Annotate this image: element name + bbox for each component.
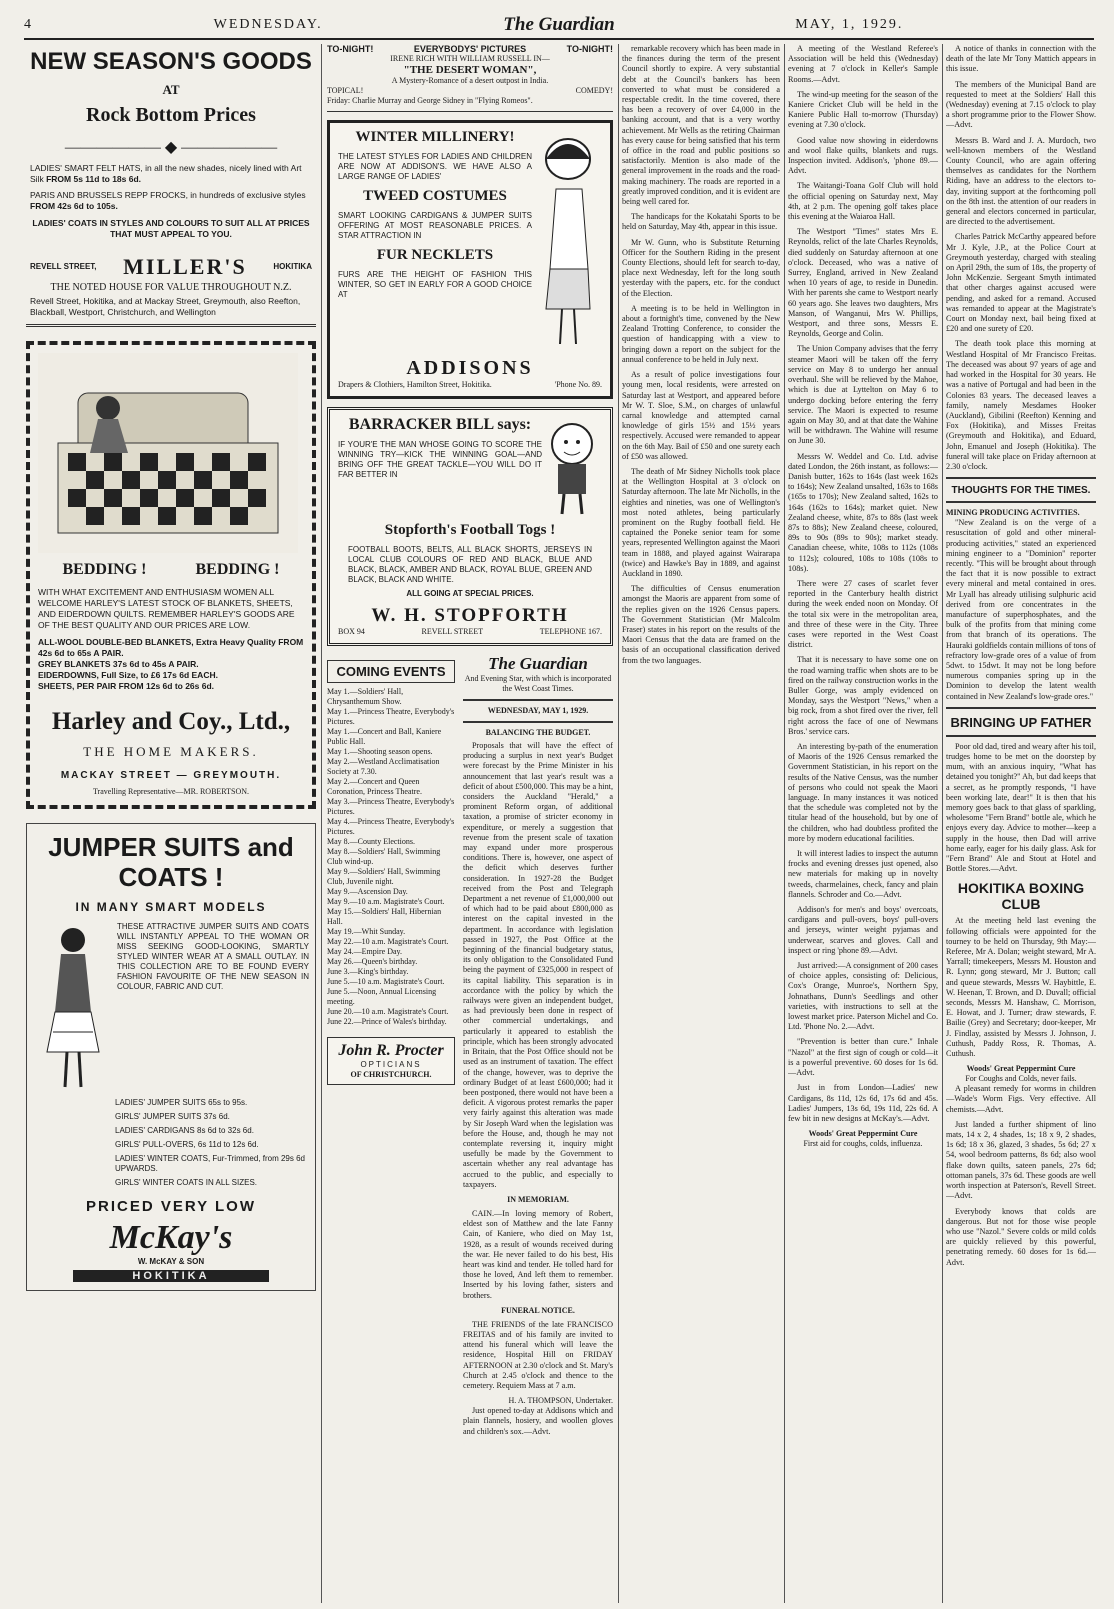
bedding-illustration (38, 353, 304, 553)
pictures-ad (327, 44, 613, 112)
mckays-body: THESE ATTRACTIVE JUMPER SUITS AND COATS WILL INSTANTLY APPEAL TO THE WOMAN OR MISS SEEKING GOOD-LOOKING, SMARTLY STYLED WINTER WEAR AT A SMALL OUTLAY. IN THIS COLLECTION ARE TO BE FOUND EVERY FASHION FAVOURITE OF THE NEW SEASON IN COLOUR, FABRIC AND CUT. (117, 922, 309, 991)
column-5 (946, 44, 1096, 1603)
event-item: May 1.—Soldiers' Hall, Chrysanthemum Show. (327, 687, 404, 706)
column-2 (327, 44, 613, 1603)
addisons-top (338, 129, 602, 349)
funeral-body: THE FRIENDS of the late FRANCISCO FREITAS and of his family are invited to attend his funeral which will leave the residence, Hospital Hill on FRIDAY AFTERNOON at 2.30 o'clock and St. Mary's Church at 2.45 o'clock and thence to the cemetery. Requiem Mass at 7 a.m. (463, 1319, 613, 1390)
pictures-desc: A Mystery-Romance of a desert outpost in India. (391, 76, 549, 85)
mckays-ad (26, 823, 316, 1291)
stopforth-p2: FOOTBALL BOOTS, BELTS, ALL BLACK SHORTS, JERSEYS IN LOCAL CLUB COLOURS OF RED AND BLACK, BLUE AND BLACK, BLACK, AMBER AND BLACK, ROYAL BLUE, GREEN AND BLACK, BLACK AND WHITE. (348, 545, 592, 584)
pictures-stars: IRENE RICH WITH WILLIAM RUSSELL IN— (390, 54, 550, 63)
column-rule (784, 44, 785, 1603)
mckays-prices: LADIES' JUMPER SUITS 65s to 95s. GIRLS' JUMPER SUITS 37s 6d. LADIES' CARDIGANS 8s 6d to 32s 6d. GIRLS' PULL-OVERS, 6s 11d to 12s 6d. LADIES' WINTER COATS, Fur-Trimmed, from 29s 6d UPWARDS. GIRLS' WINTER COATS IN ALL SIZES. (115, 1098, 305, 1187)
millers-headline: NEW SEASON'S GOODS (30, 48, 312, 75)
news-paragraph: Just landed a further shipment of lino mats, 14 x 2, 4 shades, 1s; 18 x 9, 2 shades, 1s 6d; 18 x 36, glazed, 3 shades, 5s 6d; 27 x 54, wool bedroom patterns, 8s 6d; also wool flake down quilts, sateen panels, 27s 6d; ottoman panels, 37s 6d. These goods are well worth inspection at Paterson's, Revell Street.—Advt. (946, 1119, 1096, 1201)
news-paragraph: The Union Company advises that the ferry steamer Maori will be taken off the ferry service on May 8 to undergo her annual overhaul. She will be relieved by the Mahoe, which is due at Lyttelton on May 6 to undergo docking before entering the ferry service. The Maori is expected to resume again on May 30, and at that date the Wahine will be withdrawn. The Wahine will resume on June 30. (788, 344, 938, 446)
event-item: May 19.—Whit Sunday. (327, 927, 406, 936)
millers-name: MILLER'S (123, 254, 247, 279)
millers-right-tag: HOKITIKA (273, 262, 312, 271)
column-3 (622, 44, 780, 1603)
event-item: June 5.—10 a.m. Magistrate's Court. (327, 977, 445, 986)
bedding-heading: BEDDING ! BEDDING ! (62, 561, 280, 578)
pictures-top-line: TO-NIGHT! EVERYBODYS' PICTURES TO-NIGHT! (327, 44, 613, 54)
column-rule (942, 44, 943, 1603)
procter-city: OF CHRISTCHURCH. (350, 1070, 432, 1079)
procter-sub: OPTICIANS (360, 1060, 422, 1069)
event-item: May 26.—Queen's birthday. (327, 957, 418, 966)
cure-text: First aid for coughs, colds, influenza. (803, 1139, 923, 1149)
news-paragraph: Messrs W. Weddel and Co. Ltd. advise dated London, the 26th instant, as follows:—Danish butter, 162s to 164s (last week 162s to 164s); New Zealand unsalted, 163s to 168s (165s to 170s); New Zealand salted, 162s to 164s (162s to 164s); market quiet. New Zealand cheese, white, 87s to 88s (last week 87s to 88s); New Zealand cheese, coloured, 89s to 90s (89s to 90s); market steady. Canadian cheese, white, 108s to 112s (108s to 112s); coloured, 108s to 108s (108s to 108s). (788, 451, 938, 573)
boxing-body: At the meeting held last evening the following officials were appointed for the tourney to be held on Thursday, 9th May:—Referee, Mr A. Dolan; weight steward, Mr A. Yarrall; timekeepers, Messrs M. Houston and R. Lynn; gong steward, Mr J. Button; call and queue stewards, Messrs W. Haybittle, E. W. Heenan, T. Brown, and D. Duvall; official seconds, Messrs M. Hanshaw, C. Morrison, E. Howat, and J. Turner; draw stewards, F. Bailie (Grey) and Secretary; door-keeper, Mr J. Findlay, assisted by Messrs J. Johnson, J. Cuthush, Paddy Ross, R. Thomas, A. Cuthush. (946, 916, 1096, 1059)
stopforth-special: ALL GOING AT SPECIAL PRICES. (406, 589, 534, 598)
news-paragraph: That it is necessary to have some one on the road warning traffic when shots are to be fired on the railway construction works in the Buller Gorge, was amply evidenced on Monday, says the Westport "News," when a big rock, from a shot fired over the river, fell right across the face of one of Newmans Bros.' service cars. (788, 655, 938, 736)
addisons-footer: Drapers & Clothiers, Hamilton Street, Hokitika. 'Phone No. 89. (338, 380, 602, 389)
event-item: May 15.—Soldiers' Hall, Hibernian Hall. (327, 907, 442, 926)
event-item: May 8.—County Elections. (327, 837, 415, 846)
event-item: May 9.—10 a.m. Magistrate's Court. (327, 897, 445, 906)
stopforth-name: W. H. STOPFORTH (371, 605, 569, 626)
stopforth-footer: BOX 94 REVELL STREET TELEPHONE 167. (338, 627, 602, 636)
page-header (24, 12, 1094, 38)
millers-left-tag: REVELL STREET, (30, 262, 97, 271)
column-rule (618, 44, 619, 1603)
mckays-body-row (33, 922, 309, 1092)
millers-at: AT (162, 82, 180, 97)
event-item: May 4.—Princess Theatre, Everybody's Pictures. (327, 817, 455, 836)
funeral-undertaker: H. A. THOMPSON, Undertaker. (508, 1396, 613, 1406)
addisons-name: ADDISONS (406, 357, 534, 379)
funeral-title: FUNERAL NOTICE. (501, 1305, 575, 1315)
millinery-illustration (532, 129, 602, 349)
event-item: May 9.—Ascension Day. (327, 887, 408, 896)
addisons-note: Just opened to-day at Addisons which and plain flannels, hosiery, and woollen gloves and children's sox.—Advt. (463, 1406, 613, 1436)
millers-tagline: THE NOTED HOUSE FOR VALUE THROUGHOUT N.Z. (50, 282, 292, 293)
header-masthead: The Guardian (503, 14, 615, 35)
news-paragraph: Everybody knows that colds are dangerous. But not for those wise people who use "Nazol." Severe colds or mild colds are quickly relieved by this powerful, penetrating remedy. 60 doses for 1s 6d.—Advt. (946, 1206, 1096, 1267)
addisons-p3: FURS ARE THE HEIGHT OF FASHION THIS WINTER, SO GET IN EARLY FOR A GOOD CHOICE AT (338, 270, 532, 299)
stopforth-title: BARRACKER BILL says: (348, 416, 532, 433)
event-item: June 5.—Noon, Annual Licensing meeting. (327, 987, 437, 1006)
mckays-headline-2: COATS ! (118, 862, 224, 892)
mckays-headline-1: JUMPER SUITS and (48, 832, 294, 862)
event-item: May 1.—Concert and Ball, Kaniere Public Hall. (327, 727, 442, 746)
news-paragraph: A pleasant remedy for worms in children—Wade's Worm Figs. Very effective. All chemists.—Advt. (946, 1084, 1096, 1114)
thoughts-title: THOUGHTS FOR THE TIMES. (951, 485, 1091, 497)
mining-body: "New Zealand is on the verge of a resuscitation of gold and other mineral-producing activities," stated an experienced mining engineer to a "Dominion" reporter recently. "This will be brought about through the fact that it is now possible to extract every mineral and metal contained in ores. Mr Lyall has already utilising sulphuric acid derived from ore concentrates in the manufacture of superphosphates, and the bulk of the profits from that mining come from that branch of its operations. The Hauraki goldfields contain millions of tons of refractory low-grade ores of a value of from 5dwt. to 15dwt. It may not be long before numerous companies spring up in the Dominion to develop the latent wealth contained in New Zealand's low-grade ores." (946, 518, 1096, 701)
news-paragraph: The members of the Municipal Band are requested to meet at the Soldiers' Hall this (Wednesday) evening at 7.15 o'clock to play a short programme prior to the Flower Show.—Advt. (946, 79, 1096, 130)
event-item: May 2.—Westland Acclimatisation Society at 7.30. (327, 757, 440, 776)
col2-lower (327, 654, 613, 1442)
addisons-p2: SMART LOOKING CARDIGANS & JUMPER SUITS OFFERING AT MOST REASONABLE PRICES. A STAR ATTRACTION IN (338, 211, 532, 240)
event-item: June 3.—King's birthday. (327, 967, 409, 976)
cure-title: Woods' Great Peppermint Cure (966, 1064, 1076, 1074)
millers-item-2: PARIS AND BRUSSELS REPP FROCKS, in hundreds of exclusive styles FROM 42s 6d to 105s. (30, 190, 306, 211)
harley-tagline: THE HOME MAKERS. (83, 744, 259, 759)
news-paragraph: Charles Patrick McCarthy appeared before Mr J. Kyle, J.P., at the Police Court at Greymouth yesterday, charged with stealing on April 29th, the sum of 18s, the property of John McKenzie. Sergeant Smyth intimated that other charges against accused were pending, and asked for a remand. Accused was remanded to appear at the Magistrate's Court on Monday next, bail being fixed at £20 and one surety of £20. (946, 232, 1096, 334)
news-paragraph: The Westport "Times" states Mrs E. Reynolds, relict of the late Charles Reynolds, died suddenly on Saturday afternoon at one o'clock. Deceased, who was a native of Surrey, England, arrived in New Zealand when 10 years of age, to reside in Dunedin. With her parents she came to Westport nearly 60 years ago. She leaves two daughters, Mrs Manson, of Wanganui, Mrs W. Phillips, Westport, and three sons, Messrs E. Reynolds, George and Colin. (788, 227, 938, 339)
cure-title: Woods' Great Peppermint Cure (808, 1129, 918, 1139)
addisons-ad (327, 120, 613, 399)
millers-name-row (30, 254, 312, 280)
news-paragraph: It will interest ladies to inspect the autumn frocks and evening dresses just opened, also new materials for making up in novelty tweeds, charmelaines, check, fancy and plain flannels. Schroder and Co.—Advt. (788, 849, 938, 899)
pictures-friday: Friday: Charlie Murray and George Sidney in "Flying Romeos". (327, 96, 533, 105)
news-paragraph: Just arrived:—A consignment of 200 cases of choice apples, consisting of: Delicious, Cox's Orange, Munroe's, Northern Spy, Johnathans, Dunn's Seedlings and other varieties, with instructions to sell at the lowest market price. Paterson Michel and Co. Ltd. 'Phone No. 2.—Advt. (788, 961, 938, 1032)
news-paragraph: Just in from London—Ladies' new Cardigans, 8s 11d, 12s 6d, 17s 6d and 45s. Ladies' Jumpers, 13s 6d, 19s 11d, 22s 6d. A few bit in new designs at McKay's.—Advt. (788, 1083, 938, 1123)
mckays-sub: IN MANY SMART MODELS (75, 900, 267, 914)
ornament-rule: —————— ◆ —————— (64, 139, 278, 156)
event-item: May 9.—Soldiers' Hall, Swimming Club, Juvenile night. (327, 867, 441, 886)
news-paragraph: remarkable recovery which has been made in the finances during the term of the present Council shortly to expire. A very substantial debt at the Council's bankers has been converted to what must be considered a respectable credit. In the time covered, there has been a recovery of over £4,000 in the banking account, and that is a very worthy achievement. Mr Wells as the retiring Chairman has every cause for being satisfied that his term of office in the road and public positions so satisfactorily. Mention is also made of the general improvement in the roads and the road-making machinery. The roads are reported in a greatly improved condition, and it is evident are being well cared for. (622, 44, 780, 207)
stopforth-togs: Stopforth's Football Togs ! (384, 522, 556, 538)
event-item: May 24.—Empire Day. (327, 947, 403, 956)
memoriam-title: IN MEMORIAM. (507, 1194, 569, 1204)
mining-title: MINING PRODUCING ACTIVITIES. (946, 508, 1080, 518)
news-paragraph: An interesting by-path of the enumeration of Maoris of the 1926 Census remarked the Government Statistician, in his report on the results of the Native Census, was the number of persons who could not speak the Maori language. In many instances it was noticed that the schedule was completed not by the titular head of the household, but by one of the children, who had doubtless profited the more by modern educational facilities. (788, 742, 938, 843)
news-paragraph: The death of Mr Sidney Nicholls took place at the Wellington Hospital at 3 o'clock on Saturday afternoon. The late Mr Nicholls, in the eighties and nineties, was one of Wellington's most noted athletes, being particularly prominent on the Rugby football field. He captained the Poneke senior team for some years, represented Wellington against the Maori team in 1888, and played against Wairarapa (twice) and Hawke's Bay in 1889, and against Auckland in 1890. (622, 466, 780, 578)
procter-name: John R. Procter (338, 1042, 444, 1059)
harley-body: WITH WHAT EXCITEMENT AND ENTHUSIASM WOMEN ALL WELCOME HARLEY'S LATEST STOCK OF BLANKETS, SHEETS, AND EIDERDOWN QUILTS. REMEMBER HARLEY'S GOODS ARE OF THE BEST QUALITY AND OUR PRICES ARE LOW. (38, 587, 295, 630)
memoriam-body: CAIN.—In loving memory of Robert, eldest son of Matthew and the late Fanny Cain, of Kaniere, who died on May 1st, 1928, as a result of wounds received during the war. He never failed to do his best, His heart was kind and tender. He tolled hard for those he loved, And left them to remember. Inserted by his loving father, sisters and brothers. (463, 1208, 613, 1300)
stopforth-ad (327, 407, 613, 646)
news-paragraph: A notice of thanks in connection with the death of the late Mr Tony Mattich appears in this issue. (946, 44, 1096, 74)
harley-rep: Travelling Representative—MR. ROBERTSON. (92, 787, 250, 796)
news-paragraph: As a result of police investigations four young men, local residents, were arrested on Saturday last at Westport, and appeared before Mr W. T. Sloe, S.M., on charges of unlawful carnal knowledge and attempted carnal knowledge of girls 15½ and 15½ years respectively. Accused were remanded to appear on the 6th May. Bail of £50 and one surety each of £50 was allowed. (622, 370, 780, 461)
stopforth-top (338, 416, 602, 516)
millers-item-1: LADIES' SMART FELT HATS, in all the new shades, nicely lined with Art Silk FROM 5s 11d to 18s 6d. (30, 163, 302, 184)
news-paragraph: "Prevention is better than cure." Inhale "Nazol" at the first sign of cough or cold—it is a powerful preventive. 60 doses for 1s 6d.—Advt. (788, 1037, 938, 1078)
harley-street: MACKAY STREET — GREYMOUTH. (60, 770, 282, 781)
addisons-tweed: TWEED COSTUMES (363, 188, 507, 204)
event-item: May 8.—Soldiers' Hall, Swimming Club wind-up. (327, 847, 441, 866)
coming-events-title: COMING EVENTS (327, 660, 455, 683)
mckays-logo: McKay's (109, 1219, 233, 1256)
mckays-priced: PRICED VERY LOW (85, 1198, 257, 1215)
editorial-date: WEDNESDAY, MAY 1, 1929. (487, 706, 589, 715)
event-item: May 22.—10 a.m. Magistrate's Court. (327, 937, 449, 946)
addisons-title: WINTER MILLINERY! (355, 129, 515, 145)
event-item: May 3.—Princess Theatre, Everybody's Pictures. (327, 797, 455, 816)
addisons-p1: THE LATEST STYLES FOR LADIES AND CHILDREN ARE NOW AT ADDISON'S. WE HAVE ALSO A LARGE RANGE OF LADIES' (338, 152, 532, 181)
event-item: May 2.—Concert and Queen Coronation, Princess Theatre. (327, 777, 422, 796)
news-paragraph: Good value now showing in eiderdowns and wool flake quilts, blankets and rugs. Inspection invited. Addison's, 'phone 89.—Advt. (788, 135, 938, 176)
news-paragraph: Addison's for men's and boys' overcoats, cardigans and pull-overs, boys' pull-overs and jerseys, winter weight pyjamas and underwear, scarves and gloves. Call and inspect or ring 'phone 89.—Advt. (788, 905, 938, 955)
procter-ad (327, 1037, 455, 1085)
editorial-title: BALANCING THE BUDGET. (485, 728, 591, 737)
editorial-body: Proposals that will have the effect of producing a surplus in next year's Budget were forecast by the Prime Minister in his announcement that last year's result was a deficit of about £500,000. This may be a hint, considers the Auckland "Herald," a prominent Reform organ, of additional taxation, a promise of stricter economy in expenditure, or merely a suggestion that revenue from the present scale of taxation may expand under more prosperous conditions. There is, however, one aspect of the deficit which deserves further consideration. In 1927-28 the Budget received from the Post and Telegraph Department a net revenue of £1,000,000 out of which had to be paid about £800,000 as interest on the capital invested in the department. In accordance with legislation passed in 1927, the Post Office at the beginning of the financial budgetary status, its only obligation to the Consolidated Fund being the payment of £325,000 in respect of its capital liability. This separation is in accordance with the policy by which the railways were given an independent budget, as had previously been done in respect of other commercial undertakings, and particularly it appeared to establish the principle, which has been strongly advocated in Britain, that the Post Office should not be used as an instrument of taxation. The effect of the change, however, was to deprive the ordinary Budget of at least £600,000; had it been postponed, there would not have been a deficit. A vigorous protest remarks the paper very fairly against this alteration was made by Sir Joseph Ward when the legislation was before the House, and, though he may not contemplate reversing it, inquiry might usefully be made by the Government to ascertain whether any real advantage has accrued to the public, and especially to taxpayers. (463, 741, 613, 1189)
millers-ad (26, 44, 316, 327)
millers-coats: LADIES' COATS IN STYLES AND COLOURS TO SUIT ALL AT PRICES THAT MUST APPEAL TO YOU. (32, 218, 310, 239)
stopforth-p1: IF YOUR'E THE MAN WHOSE GOING TO SCORE THE WINNING TRY—KICK THE WINNING GOAL—AND BRING OFF THE GREAT TACKLE—YOU WILL DO IT FAR BETTER IN (338, 440, 542, 479)
header-date: MAY, 1, 1929. (795, 17, 904, 32)
page-number: 4 (24, 17, 33, 32)
event-item: June 20.—10 a.m. Magistrate's Court. (327, 1007, 449, 1016)
news-paragraph: The death took place this morning at Westland Hospital of Mr Francisco Freitas. The deceased was about 97 years of age and had worked in the Hospital for 30 years. He was a native of Portugal and had been in the Colonies 83 years. The deceased leaves a family, namely Mesdames Hooker (Auckland), Gibilini (Reefton) Kenning and Fox (Hokitika), and Misses Freitas (Greymouth and Hokitika), and Eduard, John, Emanuel and Joseph (Hokitika). The funeral will take place on Friday afternoon at 2.30 o'clock. (946, 339, 1096, 471)
news-paragraph: Messrs B. Ward and J. A. Murdoch, two well-known members of the Westland County Council, who are again offering themselves as candidates for the Northern Riding, have an address to the electors to-day, inviting support at the forthcoming poll on the 8th inst. the attention of our readers in general and electors concerned in particular, are directed to the advertisement. (946, 135, 1096, 227)
column-rule (321, 44, 322, 1603)
event-item: May 1.—Shooting season opens. (327, 747, 433, 756)
mckays-logo-sub: W. McKAY & SON (137, 1257, 205, 1266)
news-paragraph: There were 27 cases of scarlet fever reported in the Canterbury health district during the week ended noon on Monday. Of the total six were in the metropolitan area, and three of these were in the City. Three cases were reported in the West Coast district. (788, 578, 938, 650)
harley-ad (26, 341, 316, 809)
addisons-fur: FUR NECKLETS (376, 247, 494, 263)
news-paragraph: The wind-up meeting for the season of the Kaniere Cricket Club will be held in the Kaniere Public Hall to-morrow (Thursday) evening at 7.30 o'clock. (788, 89, 938, 130)
header-day: WEDNESDAY. (213, 17, 323, 32)
column-4 (788, 44, 938, 1603)
editorial-masthead: The Guardian (488, 654, 588, 673)
guardian-editorial (463, 654, 613, 1442)
pictures-film: "THE DESERT WOMAN", (403, 64, 537, 76)
editorial-mast-sub: And Evening Star, with which is incorporated the West Coast Times. (464, 674, 612, 693)
event-item: June 22.—Prince of Wales's birthday. (327, 1017, 447, 1026)
father-title: BRINGING UP FATHER (950, 714, 1092, 730)
millers-branches: Revell Street, Hokitika, and at Mackay Street, Greymouth, also Reefton, Blackball, Westport, Christchurch, and Wellington (30, 296, 301, 317)
coming-events (327, 654, 455, 1442)
news-paragraph: A meeting is to be held in Wellington in about a fortnight's time, convened by the New Zealand Trotting Conference, to consider the question of handicapping with a view to bringing down a report on the subject for the annual conference to be held in July next. (622, 303, 780, 364)
pictures-extras: TOPICAL! COMEDY! (327, 86, 613, 95)
barracker-bill-illustration (542, 416, 602, 516)
boxing-title: HOKITIKA BOXING CLUB (957, 880, 1085, 913)
news-paragraph: A meeting of the Westland Referee's Association will be held this (Wednesday) evening at 7 o'clock in Keller's Sample Rooms.—Advt. (788, 44, 938, 84)
mckays-logo-town: HOKITIKA (73, 1270, 269, 1282)
cure-text: For Coughs and Colds, never fails. (965, 1074, 1077, 1084)
news-paragraph: Mr W. Gunn, who is Substitute Returning Officer for the Southern Riding in the present County Elections, should left for search to-day, place next Wednesday, left for the long south yesterday with the papers, etc. for the conduct of the Election. (622, 237, 780, 298)
millers-prices: Rock Bottom Prices (86, 104, 256, 126)
header-rule (24, 38, 1094, 40)
news-paragraph: The Waitangi-Toana Golf Club will hold the official opening on Saturday next, May 4th, at 2 p.m. The opening golf takes place this evening at the Waiaroa Hall. (788, 181, 938, 222)
harley-price-list: ALL-WOOL DOUBLE-BED BLANKETS, Extra Heavy Quality FROM 42s 6d to 65s A PAIR. GREY BLANKETS 37s 6d to 45s A PAIR. EIDERDOWNS, Full Size, to £6 17s 6d EACH. SHEETS, PER PAIR FROM 12s 6d to 26s 6d. (38, 637, 304, 691)
news-paragraph: The difficulties of Census enumeration amongst the Maoris are apparent from some of the replies given on the 1926 Census papers. The Government Statistician (Mr Malcolm Fraser) states in his report on the results of the Maori Census that the data are framed on the basis of an occupational classification derived from the two languages. (622, 584, 780, 665)
column-1 (26, 44, 316, 1603)
event-item: May 1.—Princess Theatre, Everybody's Pictures. (327, 707, 455, 726)
news-paragraph: The handicaps for the Kokatahi Sports to be held on Saturday, May 4th, appear in this issue. (622, 212, 780, 232)
father-body: Poor old dad, tired and weary after his toil, trudges home to be met on the doorstep by mum, with an anxious inquiry, "What has detained you tonight?" Ah, but dad keeps that a secret, as he promptly responds, "I have been working late, dear!" It is then that his memory goes back to that glass of sparkling, wholesome "Fern Brand" bottle ale, which he enjoys every day. Advice to mother—keep a supply in the house, then Dad will arrive home early, eager for his daily glass. Ask for "Fern Brand" Ale and Stout at Hotel and Bottle Stores.—Advt. (946, 741, 1096, 874)
fashion-figure-illustration (33, 922, 111, 1092)
harley-name: Harley and Coy., Ltd., (51, 708, 291, 735)
